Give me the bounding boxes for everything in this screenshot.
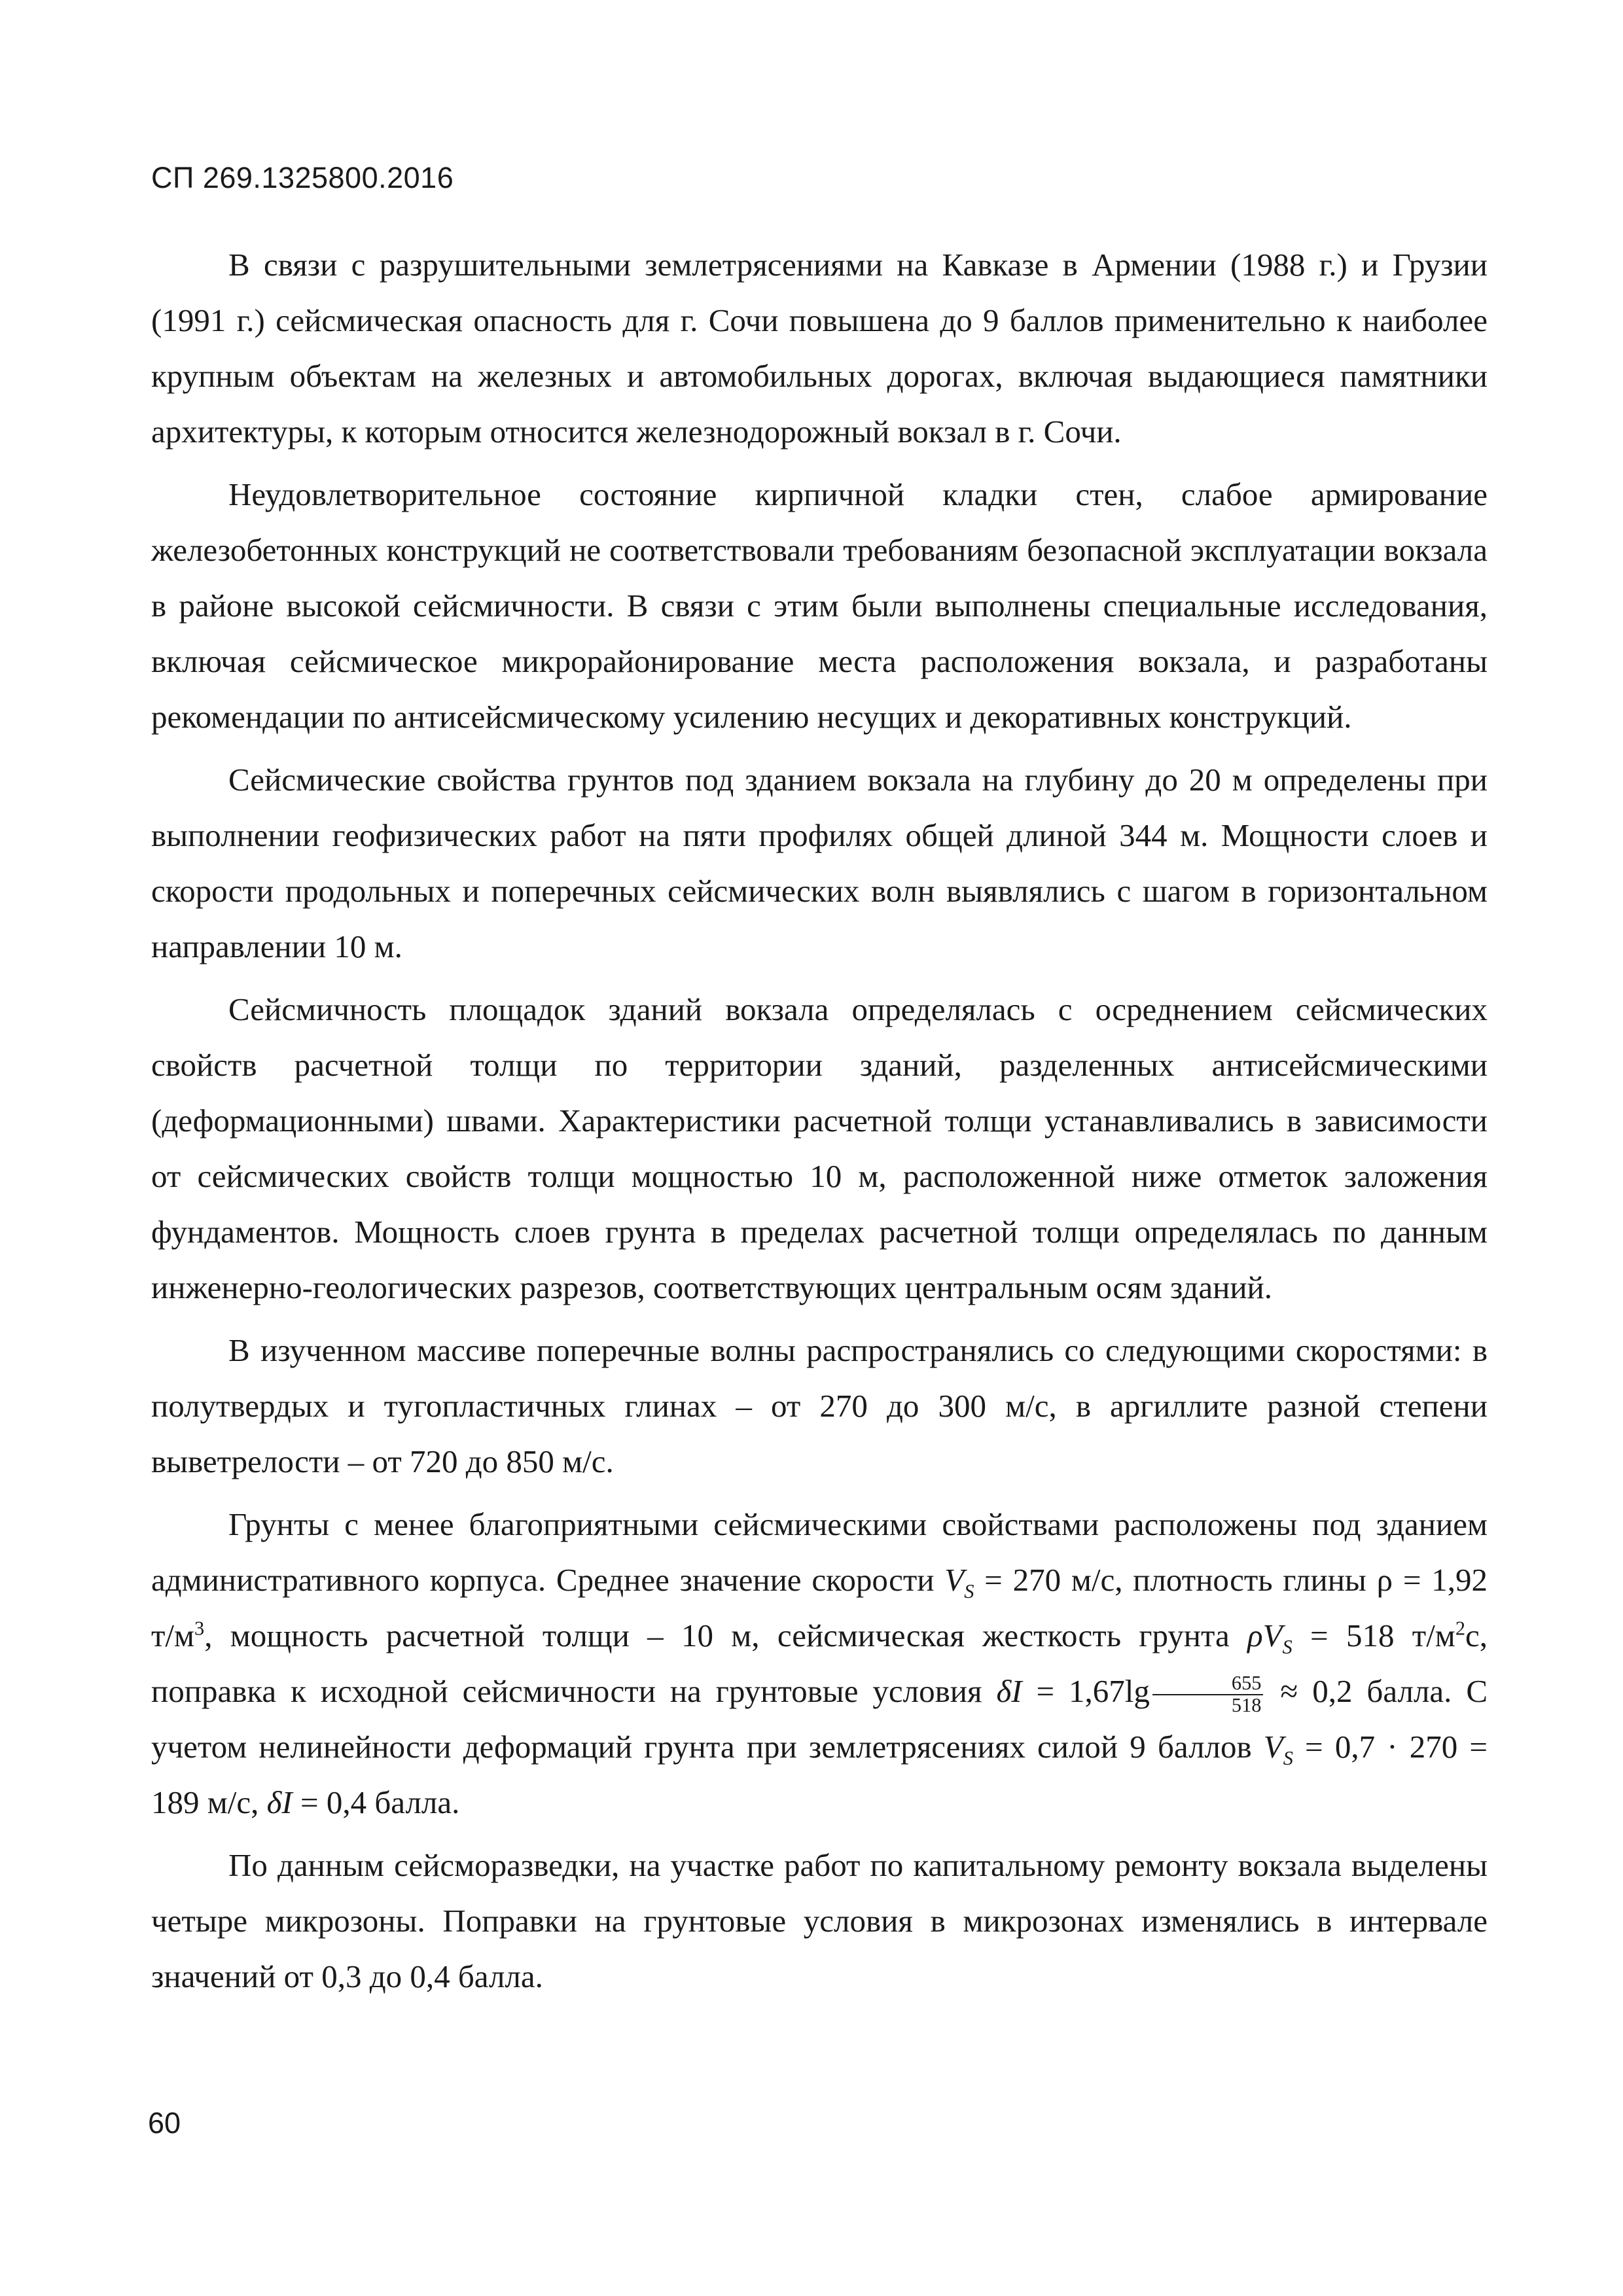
text-segment: = 0,4 балла. xyxy=(292,1784,460,1820)
text-segment: Грунты с менее благоприятными сейсмическими свойствами расположены под зданием административного корпуса. Среднее значение скорости xyxy=(151,1506,1488,1598)
paragraph-7: По данным сейсморазведки, на участке работ по капитальному ремонту вокзала выделены четыре микрозоны. Поправки на грунтовые условия в микрозонах изменялись в интервале значений от 0,3 до 0,4 балла. xyxy=(151,1847,1488,1994)
paragraph-3: Сейсмические свойства грунтов под зданием вокзала на глубину до 20 м определены при выполнении геофизических работ на пяти профилях общей длиной 344 м. Мощности слоев и скорости продольных и поперечных сейсмических волн выявлялись с шагом в горизонтальном направлении 10 м. xyxy=(151,762,1488,964)
text-segment: с, поправка к исходной сейсмичности на грунтовые условия xyxy=(151,1617,1488,1709)
superscript: 3 xyxy=(194,1617,205,1640)
document-code: СП 269.1325800.2016 xyxy=(151,161,454,194)
formula-fraction xyxy=(1152,1673,1264,1716)
formula-rho: ρ xyxy=(1376,1562,1393,1598)
formula-rho-vs: $\rho V_S$ xyxy=(1247,1617,1293,1658)
text-segment: ≈ 0,2 балла. С учетом нелинейности деформаций грунта при землетрясениях силой 9 баллов xyxy=(151,1673,1488,1765)
paragraph-5: В изученном массиве поперечные волны распространялись со следующими скоростями: в полутвердых и тугопластичных глинах – от 270 до 300 м/с, в аргиллите разной степени выветрелости – от 720 до 850 м/с. xyxy=(151,1332,1488,1479)
text-segment: = 1,92 т/м xyxy=(151,1562,1488,1653)
fraction-denominator: 518 xyxy=(1231,1693,1262,1716)
paragraph-6 xyxy=(151,1496,1488,1830)
fraction-numerator: 655 xyxy=(1152,1673,1264,1695)
paragraph-2: Неудовлетворительное состояние кирпичной кладки стен, слабое армирование железобетонных конструкций не соответствовали требованиям безопасной эксплуатации вокзала в районе высокой сейсмичности. В связи с этим были выполнены специальные исследования, включая сейсмическое микрорайонирование места расположения вокзала, и разработаны рекомендации по антисейсмическому усилению несущих и декоративных конструкций. xyxy=(151,476,1488,735)
text-segment: = 270 м/с, плотность глины xyxy=(974,1562,1377,1598)
text-segment: = 1,67lg xyxy=(1022,1673,1150,1709)
superscript: 2 xyxy=(1455,1617,1466,1640)
text-segment: = 0,7 · 270 = 189 м/с, xyxy=(151,1729,1488,1820)
formula-vs: $V_S$ xyxy=(1263,1729,1293,1769)
formula-delta-i: δI xyxy=(996,1673,1022,1709)
paragraph-4: Сейсмичность площадок зданий вокзала определялась с осреднением сейсмических свойств расчетной толщи по территории зданий, разделенных антисейсмическими (деформационными) швами. Характеристики расчетной толщи устанавливались в зависимости от сейсмических свойств толщи мощностью 10 м, расположенной ниже отметок заложения фундаментов. Мощность слоев грунта в пределах расчетной толщи определялась по данным инженерно-геологических разрезов, соответствующих центральным осям зданий. xyxy=(151,991,1488,1305)
text-segment: , мощность расчетной толщи – 10 м, сейсмическая жесткость грунта xyxy=(204,1617,1248,1653)
text-segment: = 518 т/м xyxy=(1292,1617,1455,1653)
body-text xyxy=(151,237,1488,2011)
paragraph-1: В связи с разрушительными землетрясениями на Кавказе в Армении (1988 г.) и Грузии (1991 г.) сейсмическая опасность для г. Сочи повышена до 9 баллов применительно к наиболее крупным объектам на железных и автомобильных дорогах, включая выдающиеся памятники архитектуры, к которым относится железнодорожный вокзал в г. Сочи. xyxy=(151,247,1488,450)
page-number: 60 xyxy=(148,2106,181,2140)
formula-delta-i: δI xyxy=(266,1784,293,1820)
formula-vs: $V_S$ xyxy=(944,1562,974,1602)
